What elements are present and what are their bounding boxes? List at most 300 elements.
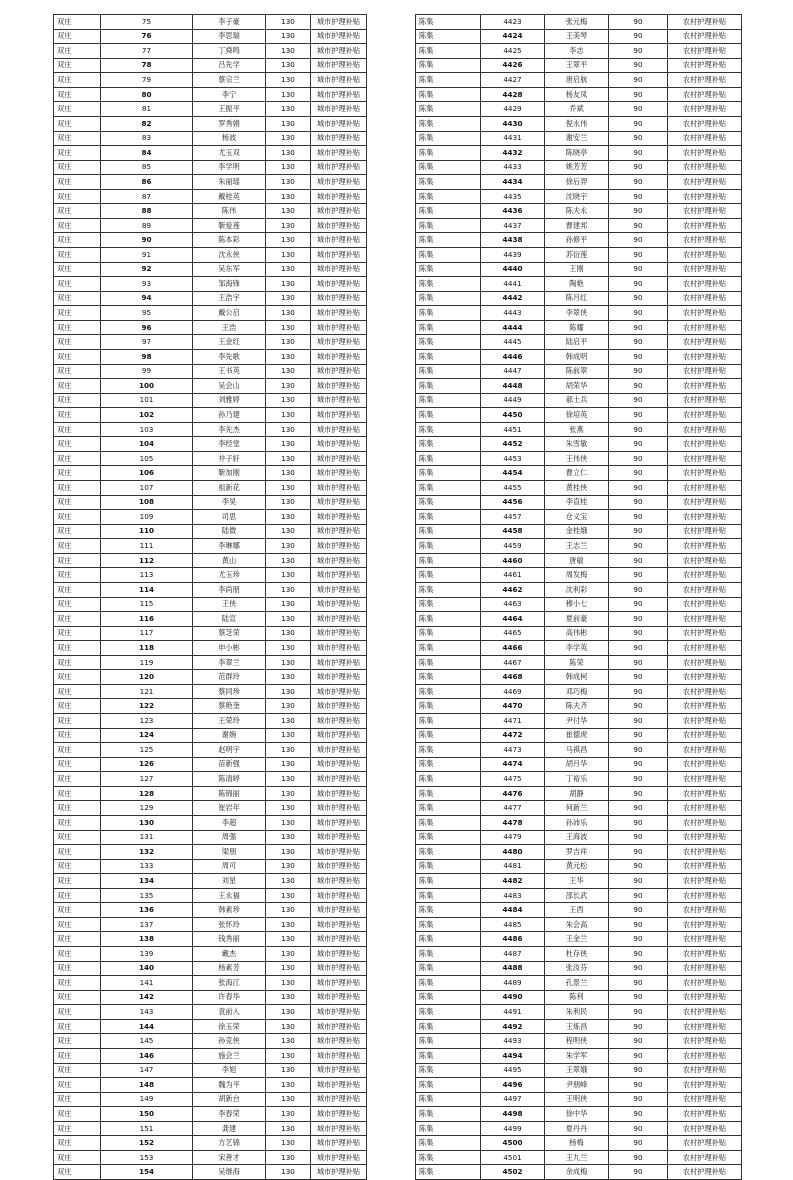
town-cell: 陈集 (416, 175, 481, 190)
amount-cell: 90 (609, 437, 668, 452)
table-row (416, 15, 742, 30)
name-cell: 井子轩 (193, 451, 266, 466)
serial-cell: 4470 (481, 699, 545, 714)
type-cell: 农村护理补贴 (668, 1063, 742, 1078)
table-row (416, 743, 742, 758)
serial-cell: 4489 (481, 976, 545, 991)
name-cell: 李尚朋 (193, 582, 266, 597)
name-cell: 陈利 (545, 990, 609, 1005)
table-row (54, 830, 367, 845)
type-cell: 农村护理补贴 (668, 830, 742, 845)
serial-cell: 81 (101, 102, 193, 117)
serial-cell: 4460 (481, 553, 545, 568)
name-cell: 陆启平 (545, 335, 609, 350)
town-cell: 陈集 (416, 320, 481, 335)
serial-cell: 4439 (481, 248, 545, 263)
type-cell: 农村护理补贴 (668, 335, 742, 350)
name-cell: 朱雪敏 (545, 437, 609, 452)
name-cell: 程明侠 (545, 1034, 609, 1049)
town-cell: 双庄 (54, 393, 101, 408)
amount-cell: 130 (266, 437, 311, 452)
name-cell: 袁前入 (193, 1005, 266, 1020)
serial-cell: 141 (101, 976, 193, 991)
type-cell: 城市护理补贴 (311, 189, 367, 204)
type-cell: 农村护理补贴 (668, 204, 742, 219)
town-cell: 陈集 (416, 874, 481, 889)
table-row (416, 422, 742, 437)
amount-cell: 90 (609, 612, 668, 627)
serial-cell: 4478 (481, 815, 545, 830)
town-cell: 陈集 (416, 393, 481, 408)
amount-cell: 90 (609, 801, 668, 816)
serial-cell: 98 (101, 349, 193, 364)
serial-cell: 4432 (481, 146, 545, 161)
serial-cell: 122 (101, 699, 193, 714)
amount-cell: 90 (609, 44, 668, 59)
amount-cell: 130 (266, 1005, 311, 1020)
table-row (54, 146, 367, 161)
type-cell: 城市护理补贴 (311, 306, 367, 321)
town-cell: 双庄 (54, 1063, 101, 1078)
town-cell: 陈集 (416, 947, 481, 962)
table-row (54, 29, 367, 44)
town-cell: 陈集 (416, 1165, 481, 1180)
amount-cell: 90 (609, 1005, 668, 1020)
type-cell: 城市护理补贴 (311, 29, 367, 44)
town-cell: 陈集 (416, 437, 481, 452)
name-cell: 王荣玲 (193, 714, 266, 729)
serial-cell: 107 (101, 481, 193, 496)
town-cell: 双庄 (54, 204, 101, 219)
serial-cell: 115 (101, 597, 193, 612)
name-cell: 邵长武 (545, 888, 609, 903)
town-cell: 双庄 (54, 728, 101, 743)
name-cell: 钱秀丽 (193, 932, 266, 947)
table-row (54, 58, 367, 73)
amount-cell: 130 (266, 408, 311, 423)
type-cell: 农村护理补贴 (668, 481, 742, 496)
amount-cell: 130 (266, 815, 311, 830)
amount-cell: 130 (266, 845, 311, 860)
type-cell: 农村护理补贴 (668, 466, 742, 481)
amount-cell: 130 (266, 888, 311, 903)
serial-cell: 4479 (481, 830, 545, 845)
table-row (54, 1034, 367, 1049)
type-cell: 城市护理补贴 (311, 87, 367, 102)
town-cell: 双庄 (54, 291, 101, 306)
serial-cell: 4455 (481, 481, 545, 496)
table-row (416, 976, 742, 991)
type-cell: 农村护理补贴 (668, 379, 742, 394)
name-cell: 戴桂英 (193, 189, 266, 204)
serial-cell: 4433 (481, 160, 545, 175)
amount-cell: 90 (609, 932, 668, 947)
name-cell: 穆小七 (545, 597, 609, 612)
town-cell: 陈集 (416, 903, 481, 918)
table-row (416, 291, 742, 306)
serial-cell: 153 (101, 1150, 193, 1165)
serial-cell: 80 (101, 87, 193, 102)
serial-cell: 4495 (481, 1063, 545, 1078)
table-row (416, 379, 742, 394)
name-cell: 黄元松 (545, 859, 609, 874)
name-cell: 徐玉荣 (193, 1019, 266, 1034)
serial-cell: 4471 (481, 714, 545, 729)
town-cell: 双庄 (54, 1078, 101, 1093)
serial-cell: 93 (101, 277, 193, 292)
amount-cell: 90 (609, 539, 668, 554)
name-cell: 罗吉祥 (545, 845, 609, 860)
table-row (54, 684, 367, 699)
table-row (54, 757, 367, 772)
name-cell: 陈荣 (545, 655, 609, 670)
table-row (416, 58, 742, 73)
amount-cell: 130 (266, 218, 311, 233)
name-cell: 姚芳芳 (545, 160, 609, 175)
type-cell: 农村护理补贴 (668, 1034, 742, 1049)
serial-cell: 154 (101, 1165, 193, 1180)
type-cell: 城市护理补贴 (311, 320, 367, 335)
amount-cell: 130 (266, 524, 311, 539)
name-cell: 陈夫永 (545, 204, 609, 219)
town-cell: 陈集 (416, 786, 481, 801)
name-cell: 孙乃建 (193, 408, 266, 423)
amount-cell: 90 (609, 1034, 668, 1049)
type-cell: 农村护理补贴 (668, 757, 742, 772)
serial-cell: 102 (101, 408, 193, 423)
name-cell: 刘雅婷 (193, 393, 266, 408)
name-cell: 陈夫齐 (545, 699, 609, 714)
amount-cell: 90 (609, 524, 668, 539)
town-cell: 双庄 (54, 976, 101, 991)
table-row (416, 524, 742, 539)
name-cell: 张燕 (545, 422, 609, 437)
town-cell: 陈集 (416, 1121, 481, 1136)
serial-cell: 130 (101, 815, 193, 830)
table-row (54, 1150, 367, 1165)
type-cell: 农村护理补贴 (668, 422, 742, 437)
serial-cell: 123 (101, 714, 193, 729)
serial-cell: 4443 (481, 306, 545, 321)
town-cell: 双庄 (54, 481, 101, 496)
table-row (54, 961, 367, 976)
town-cell: 陈集 (416, 757, 481, 772)
amount-cell: 90 (609, 947, 668, 962)
serial-cell: 4430 (481, 116, 545, 131)
serial-cell: 137 (101, 917, 193, 932)
type-cell: 城市护理补贴 (311, 728, 367, 743)
town-cell: 陈集 (416, 510, 481, 525)
amount-cell: 130 (266, 728, 311, 743)
town-cell: 陈集 (416, 1005, 481, 1020)
serial-cell: 116 (101, 612, 193, 627)
name-cell: 李学英 (545, 641, 609, 656)
amount-cell: 130 (266, 379, 311, 394)
name-cell: 吕先学 (193, 58, 266, 73)
serial-cell: 4450 (481, 408, 545, 423)
town-cell: 陈集 (416, 990, 481, 1005)
amount-cell: 130 (266, 248, 311, 263)
amount-cell: 90 (609, 743, 668, 758)
town-cell: 双庄 (54, 131, 101, 146)
type-cell: 农村护理补贴 (668, 612, 742, 627)
table-row (54, 597, 367, 612)
name-cell: 李翠侠 (545, 306, 609, 321)
table-row (416, 626, 742, 641)
type-cell: 城市护理补贴 (311, 1005, 367, 1020)
town-cell: 双庄 (54, 451, 101, 466)
serial-cell: 83 (101, 131, 193, 146)
type-cell: 城市护理补贴 (311, 524, 367, 539)
serial-cell: 4474 (481, 757, 545, 772)
amount-cell: 130 (266, 189, 311, 204)
serial-cell: 90 (101, 233, 193, 248)
table-row (54, 947, 367, 962)
town-cell: 陈集 (416, 801, 481, 816)
town-cell: 陈集 (416, 845, 481, 860)
amount-cell: 90 (609, 1078, 668, 1093)
type-cell: 城市护理补贴 (311, 917, 367, 932)
name-cell: 施会兰 (193, 1048, 266, 1063)
name-cell: 杨波 (193, 131, 266, 146)
amount-cell: 90 (609, 451, 668, 466)
town-cell: 双庄 (54, 306, 101, 321)
serial-cell: 131 (101, 830, 193, 845)
type-cell: 城市护理补贴 (311, 612, 367, 627)
name-cell: 吴东军 (193, 262, 266, 277)
amount-cell: 130 (266, 1165, 311, 1180)
type-cell: 城市护理补贴 (311, 349, 367, 364)
name-cell: 陈前翠 (545, 364, 609, 379)
amount-cell: 90 (609, 1136, 668, 1151)
type-cell: 农村护理补贴 (668, 175, 742, 190)
town-cell: 陈集 (416, 641, 481, 656)
name-cell: 陆宣 (193, 612, 266, 627)
amount-cell: 130 (266, 146, 311, 161)
type-cell: 农村护理补贴 (668, 582, 742, 597)
type-cell: 农村护理补贴 (668, 597, 742, 612)
serial-cell: 4444 (481, 320, 545, 335)
serial-cell: 149 (101, 1092, 193, 1107)
serial-cell: 99 (101, 364, 193, 379)
table-row (54, 743, 367, 758)
town-cell: 陈集 (416, 189, 481, 204)
town-cell: 陈集 (416, 495, 481, 510)
amount-cell: 130 (266, 582, 311, 597)
town-cell: 陈集 (416, 961, 481, 976)
amount-cell: 90 (609, 262, 668, 277)
table-row (54, 44, 367, 59)
serial-cell: 4496 (481, 1078, 545, 1093)
table-row (416, 1092, 742, 1107)
serial-cell: 79 (101, 73, 193, 88)
table-row (416, 306, 742, 321)
serial-cell: 4477 (481, 801, 545, 816)
serial-cell: 145 (101, 1034, 193, 1049)
serial-cell: 134 (101, 874, 193, 889)
serial-cell: 4467 (481, 655, 545, 670)
table-row (54, 1165, 367, 1180)
amount-cell: 90 (609, 291, 668, 306)
town-cell: 陈集 (416, 1078, 481, 1093)
type-cell: 农村护理补贴 (668, 1150, 742, 1165)
name-cell: 戴杰 (193, 947, 266, 962)
name-cell: 王海波 (545, 830, 609, 845)
name-cell: 邓巧梅 (545, 684, 609, 699)
serial-cell: 151 (101, 1121, 193, 1136)
table-row (54, 1121, 367, 1136)
type-cell: 农村护理补贴 (668, 670, 742, 685)
amount-cell: 90 (609, 845, 668, 860)
table-row (416, 597, 742, 612)
town-cell: 双庄 (54, 830, 101, 845)
name-cell: 魏为平 (193, 1078, 266, 1093)
town-cell: 陈集 (416, 481, 481, 496)
name-cell: 徐中华 (545, 1107, 609, 1122)
name-cell: 何新兰 (545, 801, 609, 816)
type-cell: 农村护理补贴 (668, 1136, 742, 1151)
table-row (416, 495, 742, 510)
serial-cell: 138 (101, 932, 193, 947)
type-cell: 农村护理补贴 (668, 714, 742, 729)
town-cell: 双庄 (54, 248, 101, 263)
town-cell: 双庄 (54, 670, 101, 685)
type-cell: 农村护理补贴 (668, 87, 742, 102)
serial-cell: 4423 (481, 15, 545, 30)
serial-cell: 4425 (481, 44, 545, 59)
amount-cell: 90 (609, 714, 668, 729)
serial-cell: 4462 (481, 582, 545, 597)
town-cell: 陈集 (416, 146, 481, 161)
town-cell: 陈集 (416, 830, 481, 845)
serial-cell: 4491 (481, 1005, 545, 1020)
name-cell: 王九兰 (545, 1150, 609, 1165)
type-cell: 农村护理补贴 (668, 539, 742, 554)
type-cell: 城市护理补贴 (311, 218, 367, 233)
serial-cell: 4469 (481, 684, 545, 699)
amount-cell: 130 (266, 131, 311, 146)
amount-cell: 130 (266, 1107, 311, 1122)
amount-cell: 90 (609, 1165, 668, 1180)
type-cell: 城市护理补贴 (311, 699, 367, 714)
name-cell: 王志兰 (545, 539, 609, 554)
town-cell: 双庄 (54, 990, 101, 1005)
type-cell: 城市护理补贴 (311, 233, 367, 248)
serial-cell: 4445 (481, 335, 545, 350)
table-row (416, 714, 742, 729)
table-row (54, 539, 367, 554)
table-row (416, 815, 742, 830)
table-row (416, 670, 742, 685)
town-cell: 双庄 (54, 495, 101, 510)
type-cell: 城市护理补贴 (311, 976, 367, 991)
amount-cell: 130 (266, 655, 311, 670)
name-cell: 李先歌 (193, 349, 266, 364)
town-cell: 双庄 (54, 582, 101, 597)
serial-cell: 4498 (481, 1107, 545, 1122)
amount-cell: 90 (609, 728, 668, 743)
type-cell: 农村护理补贴 (668, 524, 742, 539)
type-cell: 农村护理补贴 (668, 349, 742, 364)
town-cell: 陈集 (416, 422, 481, 437)
serial-cell: 121 (101, 684, 193, 699)
town-cell: 陈集 (416, 131, 481, 146)
serial-cell: 4427 (481, 73, 545, 88)
type-cell: 农村护理补贴 (668, 248, 742, 263)
table-row (54, 568, 367, 583)
type-cell: 城市护理补贴 (311, 58, 367, 73)
amount-cell: 90 (609, 15, 668, 30)
type-cell: 农村护理补贴 (668, 1107, 742, 1122)
type-cell: 城市护理补贴 (311, 481, 367, 496)
town-cell: 双庄 (54, 233, 101, 248)
serial-cell: 126 (101, 757, 193, 772)
amount-cell: 130 (266, 175, 311, 190)
type-cell: 农村护理补贴 (668, 15, 742, 30)
serial-cell: 4480 (481, 845, 545, 860)
type-cell: 城市护理补贴 (311, 146, 367, 161)
table-row (416, 408, 742, 423)
serial-cell: 4484 (481, 903, 545, 918)
table-row (416, 553, 742, 568)
town-cell: 双庄 (54, 87, 101, 102)
amount-cell: 130 (266, 160, 311, 175)
serial-cell: 4468 (481, 670, 545, 685)
name-cell: 赵明宇 (193, 743, 266, 758)
name-cell: 胡静 (545, 786, 609, 801)
name-cell: 杨梅 (545, 1136, 609, 1151)
serial-cell: 4457 (481, 510, 545, 525)
town-cell: 双庄 (54, 408, 101, 423)
serial-cell: 104 (101, 437, 193, 452)
table-row (54, 524, 367, 539)
amount-cell: 90 (609, 131, 668, 146)
type-cell: 城市护理补贴 (311, 757, 367, 772)
name-cell: 徐培英 (545, 408, 609, 423)
amount-cell: 90 (609, 422, 668, 437)
serial-cell: 4429 (481, 102, 545, 117)
type-cell: 城市护理补贴 (311, 568, 367, 583)
serial-cell: 4501 (481, 1150, 545, 1165)
town-cell: 双庄 (54, 815, 101, 830)
type-cell: 农村护理补贴 (668, 568, 742, 583)
amount-cell: 130 (266, 947, 311, 962)
table-row (416, 684, 742, 699)
name-cell: 黄桂侠 (545, 481, 609, 496)
amount-cell: 130 (266, 612, 311, 627)
table-row (54, 772, 367, 787)
amount-cell: 130 (266, 349, 311, 364)
name-cell: 蔡同珍 (193, 684, 266, 699)
name-cell: 王金兰 (545, 932, 609, 947)
town-cell: 陈集 (416, 451, 481, 466)
type-cell: 城市护理补贴 (311, 262, 367, 277)
town-cell: 陈集 (416, 1063, 481, 1078)
serial-cell: 105 (101, 451, 193, 466)
town-cell: 双庄 (54, 757, 101, 772)
town-cell: 陈集 (416, 15, 481, 30)
type-cell: 城市护理补贴 (311, 539, 367, 554)
serial-cell: 75 (101, 15, 193, 30)
amount-cell: 90 (609, 903, 668, 918)
type-cell: 城市护理补贴 (311, 1019, 367, 1034)
serial-cell: 4482 (481, 874, 545, 889)
town-cell: 陈集 (416, 73, 481, 88)
type-cell: 农村护理补贴 (668, 655, 742, 670)
table-row (54, 481, 367, 496)
amount-cell: 130 (266, 990, 311, 1005)
type-cell: 农村护理补贴 (668, 393, 742, 408)
